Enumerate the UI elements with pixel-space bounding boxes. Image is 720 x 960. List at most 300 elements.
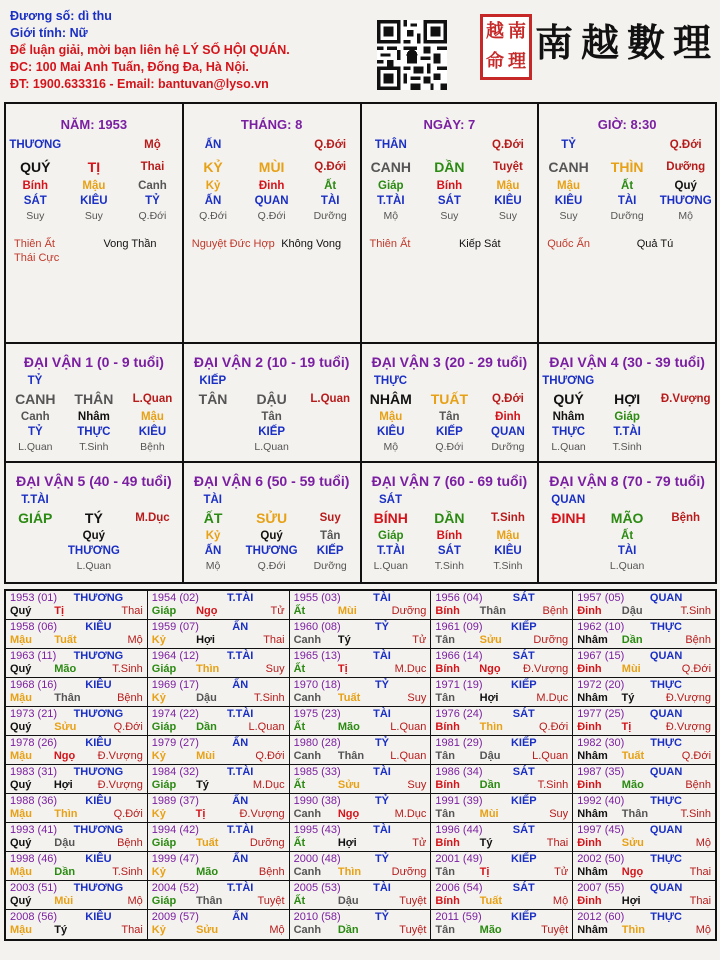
year-bottom (577, 663, 711, 676)
dai-van-branch: TÝ (84, 510, 103, 526)
year-bottom (10, 895, 143, 908)
year-label: 1963 (11) (10, 650, 57, 662)
year-god: KIẾP (510, 679, 537, 691)
year-branch: Hợi (337, 837, 357, 849)
hidden-stem: Canh (20, 411, 50, 423)
year-god: QUAN (649, 650, 683, 662)
year-branch: Thân (196, 895, 223, 907)
year-cell (148, 910, 290, 939)
year-state: Tuyệt (541, 924, 569, 936)
year-branch: Tý (54, 924, 68, 936)
year-state: Dưỡng (249, 837, 285, 849)
year-bottom (294, 779, 427, 792)
dai-van-pillar (539, 389, 715, 409)
year-cell (573, 678, 715, 707)
dai-van-7 (362, 463, 540, 582)
year-god: ẤN (232, 853, 249, 865)
state: T.Sinh (493, 560, 523, 572)
year-cell (290, 678, 432, 707)
hidden-god: KIẾP (316, 545, 344, 557)
year-state: T.Sinh (680, 808, 712, 820)
year-label: 1973 (21) (10, 708, 58, 720)
hidden-god: ẤN (204, 195, 222, 207)
year-bottom (294, 692, 427, 705)
year-label: 2010 (58) (293, 911, 341, 923)
hidden-god: KIẾP (258, 426, 286, 438)
year-cell (431, 649, 573, 678)
year-state: M.Dục (394, 808, 427, 820)
year-god: THƯƠNG (73, 708, 124, 720)
year-bottom (152, 634, 285, 647)
year-label: 2009 (57) (151, 911, 199, 923)
hidden-stem: Nhâm (552, 411, 585, 423)
hidden-god: T.TÀI (613, 426, 641, 438)
year-god: QUAN (649, 882, 683, 894)
year-branch: Dậu (196, 692, 217, 704)
year-top (152, 766, 285, 779)
year-god: TỶ (374, 911, 390, 923)
stem-god (420, 138, 479, 153)
pillar-stem-branch-row (6, 157, 182, 177)
dai-van-god: THỰC (373, 375, 408, 387)
stem-god: Q.Đới (314, 139, 347, 151)
year-stem: Đinh (577, 605, 602, 617)
year-bottom (435, 663, 568, 676)
year-label: 1987 (35) (577, 766, 625, 778)
dai-van-hidden (362, 410, 538, 425)
year-cell (431, 881, 573, 910)
year-top (294, 795, 427, 808)
states-row (184, 209, 360, 223)
hidden-stem: Mậu (496, 180, 520, 192)
year-stem: Giáp (151, 721, 177, 733)
year-cell (573, 794, 715, 823)
year-top (10, 853, 143, 866)
dai-van-hidden-gods (6, 544, 182, 559)
year-cell (290, 910, 432, 939)
year-stem: Tân (435, 750, 455, 762)
state: Suy (84, 210, 103, 222)
year-bottom (577, 895, 711, 908)
year-state: L.Quan (248, 721, 285, 733)
year-label: 1955 (03) (293, 592, 341, 604)
year-god: KIÊU (85, 679, 112, 691)
hidden-stem: Mậu (379, 411, 403, 423)
year-cell (573, 823, 715, 852)
hidden-stem: Quý (260, 530, 283, 542)
year-branch: Dần (54, 866, 76, 878)
life-stage: Tuyệt (493, 161, 523, 173)
pillar-stem-god-row (6, 138, 182, 153)
hidden-stem: Mậu (140, 411, 164, 423)
year-stem: Nhâm (577, 866, 608, 878)
year-cell (431, 794, 573, 823)
year-god: SÁT (512, 650, 535, 662)
year-god: TỶ (374, 679, 390, 691)
hidden-stem: Canh (138, 180, 167, 192)
year-state: Suy (549, 808, 569, 820)
year-god: KIÊU (85, 621, 112, 633)
year-top (435, 708, 568, 721)
year-branch: Ngọ (479, 663, 501, 675)
dai-van-hidden (184, 410, 360, 425)
year-bottom (435, 924, 568, 937)
hidden-stem: Tân (319, 530, 341, 542)
year-god: TÀI (373, 766, 391, 778)
year-label: 1990 (38) (293, 795, 341, 807)
hidden-stem: Giáp (614, 411, 640, 423)
year-branch: Dần (337, 924, 359, 936)
year-stem: Đinh (577, 837, 602, 849)
dai-van-title: ĐẠI VẬN 5 (40 - 49 tuổi) (16, 473, 172, 489)
year-top (10, 708, 143, 721)
dai-van-branch: DẦN (434, 510, 465, 526)
auspicious-star: Thái Cực (14, 252, 60, 264)
hidden-stem (184, 410, 243, 425)
year-god: THỰC (650, 737, 682, 749)
year-top (152, 592, 285, 605)
year-stem: Tân (435, 692, 455, 704)
dai-van-pillar (362, 508, 538, 528)
hidden-gods-row (539, 194, 715, 209)
year-stem: Ất (293, 663, 306, 675)
year-cell (573, 852, 715, 881)
year-top (577, 795, 711, 808)
year-cell (6, 620, 148, 649)
year-label: 1964 (12) (151, 650, 199, 662)
dai-van-god: QUAN (551, 494, 586, 506)
pillar-title: GIỜ: 8:30 (597, 117, 657, 132)
year-stem: Mậu (10, 924, 32, 936)
dai-van-hidden (362, 529, 538, 544)
year-branch: Mùi (54, 895, 74, 907)
year-branch: Sửu (54, 721, 77, 733)
hidden-stem: Quý (674, 180, 697, 192)
year-cell (148, 765, 290, 794)
year-stem: Mậu (10, 750, 32, 762)
year-cell (6, 736, 148, 765)
year-god: SÁT (512, 592, 535, 604)
red-seal-stamp: 越 南 命 理 (480, 14, 532, 80)
hidden-god: T.TÀI (377, 545, 405, 557)
year-top (577, 853, 711, 866)
year-stem: Bính (435, 837, 460, 849)
year-label: 1981 (29) (435, 737, 483, 749)
year-branch: Hợi (479, 692, 499, 704)
hidden-god: TÀI (617, 545, 637, 557)
year-branch: Mùi (196, 750, 216, 762)
year-branch: Thân (337, 750, 365, 762)
hidden-stem: Nhâm (77, 411, 110, 423)
stars-block (184, 237, 360, 251)
states-row (362, 209, 538, 223)
year-bottom (294, 808, 427, 821)
annual-luck-table (4, 589, 717, 941)
year-top (577, 708, 711, 721)
dai-van-god: THƯƠNG (542, 375, 595, 387)
hidden-stem: Bính (436, 180, 463, 192)
year-top (10, 737, 143, 750)
dai-van-title: ĐẠI VẬN 8 (70 - 79 tuổi) (549, 473, 705, 489)
year-bottom (435, 692, 568, 705)
year-state: T.Sinh (112, 866, 143, 878)
state: T.Sinh (79, 441, 109, 453)
year-bottom (10, 634, 143, 647)
year-bottom (10, 750, 143, 763)
hidden-stem: Bính (436, 530, 463, 542)
hidden-god: THỰC (551, 426, 586, 438)
heavenly-stem: CANH (370, 159, 412, 175)
dai-van-hidden-states (184, 440, 360, 454)
state: L.Quan (551, 441, 586, 453)
stars-right (281, 237, 341, 251)
earthly-branch: MÙI (258, 159, 285, 175)
dai-van-title: ĐẠI VẬN 4 (30 - 39 tuổi) (549, 354, 705, 370)
dai-van-2 (184, 344, 362, 463)
year-label: 1999 (47) (151, 853, 199, 865)
year-bottom (435, 721, 568, 734)
year-state: Mộ (127, 634, 143, 646)
site-logo: 南越數理 (535, 20, 720, 65)
dai-van-hidden-states (362, 440, 538, 454)
stars-block (362, 237, 538, 251)
year-cell (6, 649, 148, 678)
dai-van-god: KIẾP (199, 375, 227, 387)
year-top (294, 911, 427, 924)
state: Mộ (383, 210, 399, 222)
life-stage: Thai (140, 161, 165, 173)
year-label: 1977 (25) (577, 708, 625, 720)
hidden-god (123, 544, 182, 559)
year-top (294, 621, 427, 634)
hidden-god (656, 425, 715, 440)
year-stem: Đinh (577, 779, 602, 791)
states-row (6, 209, 182, 223)
year-top (435, 679, 568, 692)
year-state: Bệnh (117, 837, 143, 849)
year-branch: Thân (479, 605, 506, 617)
hidden-stem: Ất (621, 180, 634, 192)
year-top (577, 766, 711, 779)
year-stem: Canh (293, 750, 322, 762)
hidden-stem: Kỷ (205, 180, 221, 192)
hidden-god: KIÊU (377, 426, 405, 438)
year-cell (6, 823, 148, 852)
year-top (152, 795, 285, 808)
year-stem: Tân (435, 924, 455, 936)
year-label: 1988 (36) (10, 795, 58, 807)
inauspicious-star: Không Vong (281, 238, 342, 250)
dai-van-hidden-gods (6, 425, 182, 440)
year-cell (148, 707, 290, 736)
year-god: ẤN (232, 795, 249, 807)
year-stem: Canh (293, 866, 322, 878)
year-cell (573, 910, 715, 939)
year-state: Mộ (695, 924, 712, 936)
hidden-stem: Mậu (82, 180, 106, 192)
stars-left (14, 237, 103, 265)
year-state: M.Dục (394, 663, 427, 675)
dai-van-hidden-gods (362, 425, 538, 440)
year-top (435, 911, 568, 924)
year-bottom (152, 866, 285, 879)
state: Q.Đới (257, 560, 286, 572)
hidden-god: QUAN (254, 195, 289, 207)
hidden-god: TỶ (27, 426, 43, 438)
year-bottom (152, 779, 285, 792)
year-state: T.Sinh (112, 663, 143, 675)
year-label: 1959 (07) (151, 621, 199, 633)
year-god: T.TÀI (227, 882, 254, 894)
dai-van-6 (184, 463, 362, 582)
state (656, 440, 715, 454)
year-top (152, 650, 285, 663)
year-state: Đ.Vượng (239, 808, 285, 820)
year-top (577, 882, 711, 895)
year-label: 1979 (27) (151, 737, 199, 749)
year-state: Mộ (127, 895, 143, 907)
year-stem: Bính (435, 895, 460, 907)
year-state: Tuyệt (257, 895, 285, 907)
year-label: 1962 (10) (577, 621, 625, 633)
year-god: SÁT (512, 708, 535, 720)
inauspicious-star: Vong Thần (103, 238, 157, 250)
dai-van-hidden-states (6, 440, 182, 454)
year-god: KIÊU (85, 795, 112, 807)
state: L.Quan (609, 560, 645, 572)
year-top (435, 824, 568, 837)
hidden-stem (301, 410, 360, 425)
hidden-god: THƯƠNG (67, 545, 120, 557)
year-stem: Tân (435, 808, 455, 820)
year-god: KIÊU (85, 911, 112, 923)
year-cell (431, 736, 573, 765)
subject-name: Đương số: dì thu (10, 9, 112, 23)
stars-block (539, 237, 715, 251)
year-god: TÀI (373, 824, 391, 836)
year-label: 2007 (55) (577, 882, 625, 894)
year-branch: Sửu (337, 779, 360, 791)
year-branch: Thìn (621, 924, 646, 936)
hidden-god: QUAN (491, 426, 525, 438)
dai-van-hidden (6, 410, 182, 425)
year-god: T.TÀI (227, 824, 254, 836)
heavenly-stem: QUÝ (20, 159, 51, 175)
hidden-god: KIÊU (494, 195, 522, 207)
year-stem: Ất (293, 837, 306, 849)
hidden-god: SÁT (437, 195, 461, 207)
year-state: Đ.Vượng (665, 692, 711, 704)
dai-van-hidden-gods (539, 544, 715, 559)
year-bottom (294, 895, 427, 908)
state: Mộ (678, 210, 693, 222)
four-pillars-grid (4, 102, 717, 584)
state: T.Sinh (434, 560, 464, 572)
year-bottom (10, 721, 143, 734)
year-branch: Dần (621, 634, 643, 646)
hidden-stem: Giáp (378, 530, 404, 542)
year-bottom (577, 692, 711, 705)
dai-van-god: SÁT (378, 494, 402, 506)
year-state: Q.Đới (681, 750, 712, 762)
year-top (577, 592, 711, 605)
year-bottom (294, 721, 427, 734)
year-label: 1969 (17) (151, 679, 199, 691)
year-state: Suy (407, 692, 427, 704)
year-stem: Nhâm (577, 808, 608, 820)
dai-van-pillar (362, 389, 538, 409)
year-top (435, 853, 568, 866)
year-stem: Canh (293, 692, 322, 704)
year-bottom (435, 895, 568, 908)
year-branch: Ngọ (196, 605, 218, 617)
stars-right (459, 237, 501, 251)
year-label: 1968 (16) (10, 679, 58, 691)
dai-van-title: ĐẠI VẬN 1 (0 - 9 tuổi) (23, 354, 164, 370)
dai-van-hidden-states (539, 559, 715, 573)
year-branch: Thìn (196, 663, 220, 675)
year-stem: Đinh (577, 895, 602, 907)
states-row (539, 209, 715, 223)
year-bottom (435, 634, 568, 647)
year-god: KIÊU (85, 737, 112, 749)
year-top (10, 911, 143, 924)
year-cell (148, 649, 290, 678)
year-state: L.Quan (532, 750, 569, 762)
year-label: 2006 (54) (435, 882, 483, 894)
year-state: Bệnh (258, 866, 285, 878)
year-branch: Hợi (621, 895, 641, 907)
hidden-stem: Đinh (495, 411, 521, 423)
year-top (294, 766, 427, 779)
year-god: QUAN (649, 708, 683, 720)
hidden-god (539, 544, 598, 559)
year-god: KIẾP (510, 853, 537, 865)
year-stem: Kỷ (151, 924, 166, 936)
stem-god: Mộ (144, 139, 161, 151)
year-branch: Thìn (54, 808, 78, 820)
dai-van-branch: THÂN (74, 391, 114, 407)
year-cell (431, 910, 573, 939)
year-label: 2000 (48) (293, 853, 341, 865)
dai-van-state: Bệnh (671, 512, 701, 524)
year-top (577, 679, 711, 692)
year-god: THƯƠNG (73, 650, 124, 662)
stars-left (547, 237, 636, 251)
year-bottom (294, 750, 427, 763)
stem-god: THÂN (374, 139, 407, 151)
year-cell (6, 678, 148, 707)
year-bottom (435, 779, 568, 792)
stars-left (192, 237, 281, 251)
year-bottom (152, 750, 285, 763)
year-branch: Tý (196, 779, 209, 791)
year-label: 1996 (44) (435, 824, 483, 836)
year-stem: Quý (10, 663, 32, 675)
year-cell (148, 678, 290, 707)
year-branch: Mùi (337, 605, 357, 617)
state (123, 559, 182, 573)
year-label: 1983 (31) (10, 766, 58, 778)
year-top (152, 737, 285, 750)
year-stem: Mậu (10, 692, 32, 704)
year-branch: Hợi (196, 634, 215, 646)
state (184, 440, 243, 454)
year-god: THỰC (650, 853, 682, 865)
year-stem: Giáp (151, 663, 177, 675)
year-branch: Mùi (621, 663, 641, 675)
year-bottom (152, 605, 285, 618)
